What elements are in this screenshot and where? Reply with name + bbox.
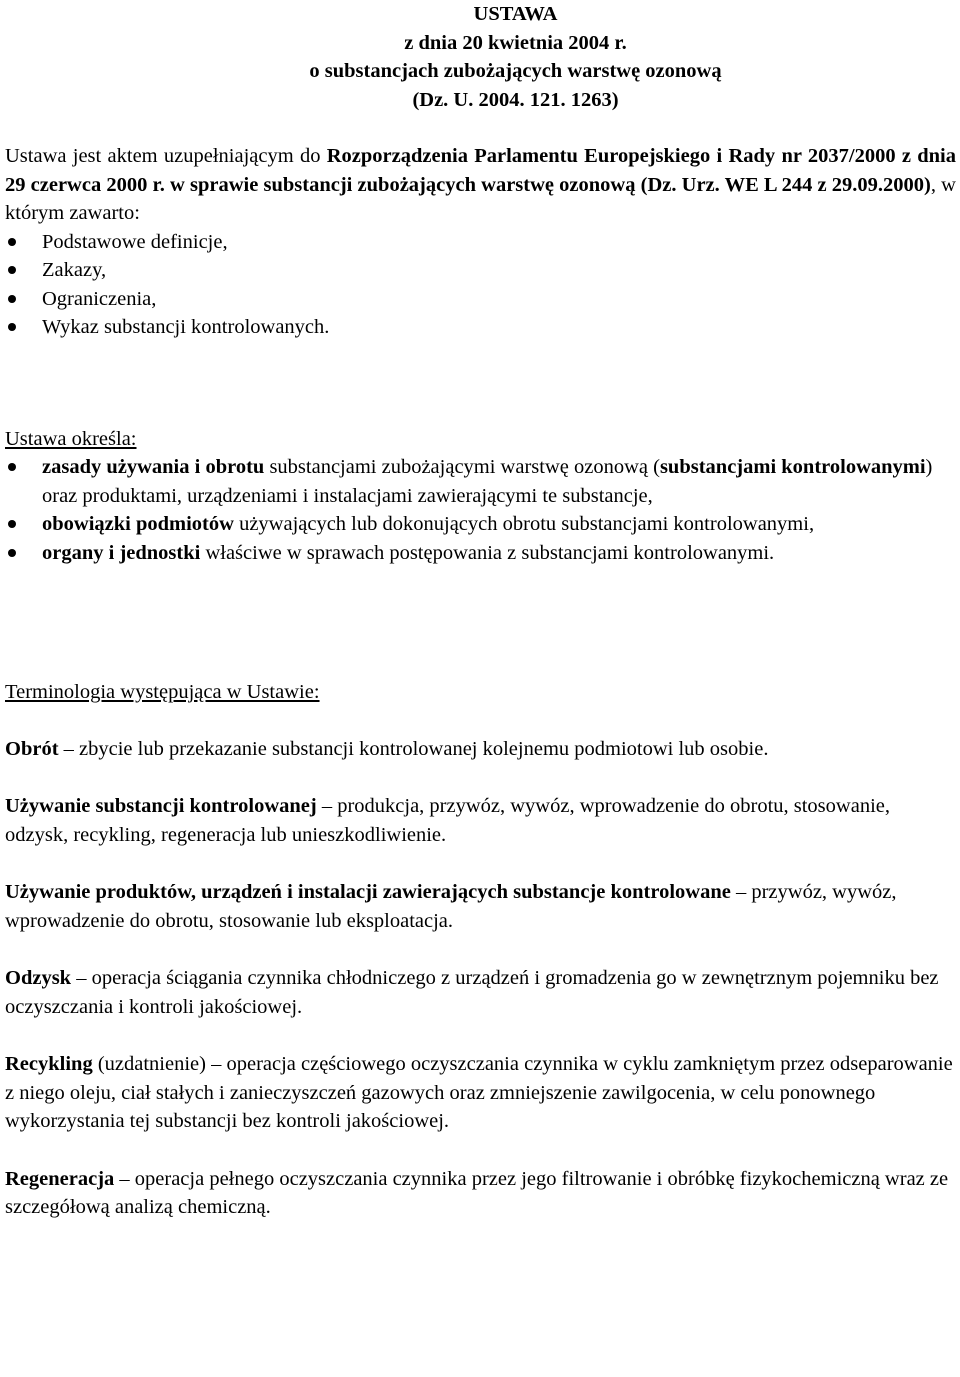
term-name: Odzysk bbox=[5, 967, 72, 989]
term-definition: Obrót – zbycie lub przekazanie substancji kontrolowanej kolejnemu podmiotowi lub osobie. bbox=[5, 737, 769, 760]
list-item: obowiązki podmiotów używających lub dokonujących obrotu substancjami kontrolowanymi, bbox=[5, 510, 956, 539]
intro-list bbox=[5, 228, 956, 342]
document-date: z dnia 20 kwietnia 2004 r. bbox=[404, 31, 627, 54]
list-item: Podstawowe definicje, bbox=[5, 228, 956, 257]
list-item: Zakazy, bbox=[5, 256, 956, 285]
term-name: Używanie produktów, urządzeń i instalacji zawierających substancje kontrolowane bbox=[5, 881, 731, 903]
document-subject: o substancjach zubożających warstwę ozonową bbox=[309, 60, 722, 82]
document-title: USTAWA bbox=[473, 3, 558, 25]
intro-paragraph: Ustawa jest aktem uzupełniającym do Rozporządzenia Parlamentu Europejskiego i Rady nr 2037/2000 z dnia 29 czerwca 2000 r. w sprawie substancji zubożających warstwę ozonową (Dz. Urz. WE L 244 z 29.09.2000), w którym zawarto: bbox=[5, 145, 956, 224]
regulation-reference: Rozporządzenia Parlamentu Europejskiego i Rady nr 2037/2000 z dnia 29 czerwca 2000 r. w sprawie substancji zubożających warstwę ozonową (Dz. Urz. WE L 244 z 29.09.2000) bbox=[5, 145, 956, 196]
terminology-section bbox=[5, 678, 956, 1222]
term-name: Używanie substancji kontrolowanej bbox=[5, 795, 317, 817]
list-item: Wykaz substancji kontrolowanych. bbox=[5, 313, 956, 342]
term-definition: Używanie produktów, urządzeń i instalacji zawierających substancje kontrolowane – przywóz, wywóz, wprowadzenie do obrotu, stosowanie lub eksploatacja. bbox=[5, 881, 897, 932]
terminology-title: Terminologia występująca w Ustawie: bbox=[5, 681, 320, 703]
term-name: Obrót bbox=[5, 737, 59, 760]
intro-section bbox=[5, 142, 956, 342]
defines-section bbox=[5, 425, 956, 568]
list-item: Ograniczenia, bbox=[5, 285, 956, 314]
term-definition: Recykling (uzdatnienie) – operacja częściowego oczyszczania czynnika w cyklu zamkniętym przez odseparowanie z niego oleju, ciał stałych i zanieczyszczeń gazowych oraz zmniejszenie zawilgocenia, w celu ponownego wykorzystania tej substancji bez kontroli jakościowej. bbox=[5, 1053, 953, 1132]
defines-title: Ustawa określa: bbox=[5, 427, 137, 450]
defines-list bbox=[5, 453, 956, 567]
list-item: organy i jednostki właściwe w sprawach postępowania z substancjami kontrolowanymi. bbox=[5, 539, 956, 568]
term-definition: Regeneracja – operacja pełnego oczyszczania czynnika przez jego filtrowanie i obróbkę fizykochemiczną wraz ze szczegółową analizą chemiczną. bbox=[5, 1167, 949, 1218]
term-definition: Odzysk – operacja ściągania czynnika chłodniczego z urządzeń i gromadzenia go w zewnętrznym pojemniku bez oczyszczania i kontroli jakościowej. bbox=[5, 967, 939, 1018]
terminology-list bbox=[5, 735, 956, 1222]
document-reference: (Dz. U. 2004. 121. 1263) bbox=[412, 88, 619, 111]
document-header bbox=[5, 0, 956, 114]
term-name: Regeneracja bbox=[5, 1167, 115, 1190]
term-definition: Używanie substancji kontrolowanej – produkcja, przywóz, wywóz, wprowadzenie do obrotu, stosowanie, odzysk, recykling, regeneracja lub unieszkodliwienie. bbox=[5, 795, 890, 846]
term-name: Recykling bbox=[5, 1053, 93, 1075]
list-item: zasady używania i obrotu substancjami zubożającymi warstwę ozonową (substancjami kontrolowanymi) oraz produktami, urządzeniami i instalacjami zawierającymi te substancje, bbox=[5, 453, 956, 510]
